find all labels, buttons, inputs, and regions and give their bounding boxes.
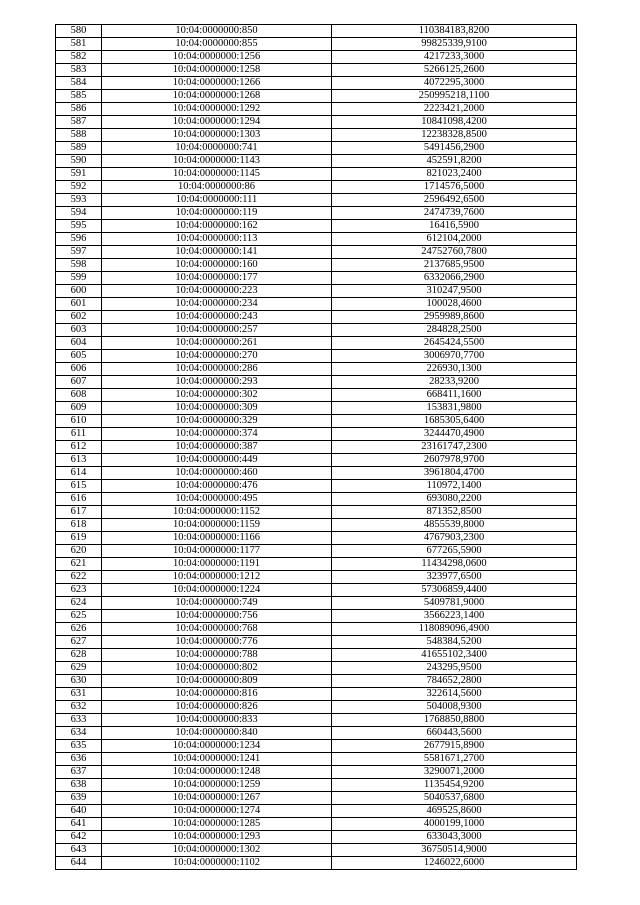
cadastral-number-cell: 10:04:0000000:826 — [102, 701, 332, 714]
row-number-cell: 634 — [56, 727, 102, 740]
row-number-cell: 618 — [56, 519, 102, 532]
table-row — [56, 64, 577, 77]
table-row — [56, 103, 577, 116]
cadastral-number-cell: 10:04:0000000:476 — [102, 480, 332, 493]
cadastral-number-cell: 10:04:0000000:329 — [102, 415, 332, 428]
table-row — [56, 311, 577, 324]
table-row — [56, 662, 577, 675]
value-cell: 23161747,2300 — [332, 441, 577, 454]
cadastral-value-table — [55, 24, 577, 870]
value-cell: 452591,8200 — [332, 155, 577, 168]
value-cell: 660443,5600 — [332, 727, 577, 740]
cadastral-number-cell: 10:04:0000000:1145 — [102, 168, 332, 181]
row-number-cell: 627 — [56, 636, 102, 649]
row-number-cell: 587 — [56, 116, 102, 129]
row-number-cell: 592 — [56, 181, 102, 194]
value-cell: 2596492,6500 — [332, 194, 577, 207]
cadastral-number-cell: 10:04:0000000:855 — [102, 38, 332, 51]
value-cell: 4855539,8000 — [332, 519, 577, 532]
row-number-cell: 629 — [56, 662, 102, 675]
row-number-cell: 590 — [56, 155, 102, 168]
cadastral-number-cell: 10:04:0000000:1143 — [102, 155, 332, 168]
row-number-cell: 598 — [56, 259, 102, 272]
value-cell: 1768850,8800 — [332, 714, 577, 727]
row-number-cell: 607 — [56, 376, 102, 389]
table-row — [56, 467, 577, 480]
table-row — [56, 272, 577, 285]
cadastral-number-cell: 10:04:0000000:449 — [102, 454, 332, 467]
cadastral-number-cell: 10:04:0000000:160 — [102, 259, 332, 272]
table-row — [56, 142, 577, 155]
cadastral-number-cell: 10:04:0000000:1267 — [102, 792, 332, 805]
cadastral-number-cell: 10:04:0000000:1248 — [102, 766, 332, 779]
row-number-cell: 606 — [56, 363, 102, 376]
value-cell: 110972,1400 — [332, 480, 577, 493]
cadastral-number-cell: 10:04:0000000:840 — [102, 727, 332, 740]
cadastral-number-cell: 10:04:0000000:1102 — [102, 857, 332, 870]
row-number-cell: 608 — [56, 389, 102, 402]
cadastral-number-cell: 10:04:0000000:374 — [102, 428, 332, 441]
row-number-cell: 613 — [56, 454, 102, 467]
cadastral-number-cell: 10:04:0000000:1302 — [102, 844, 332, 857]
value-cell: 4767903,2300 — [332, 532, 577, 545]
row-number-cell: 630 — [56, 675, 102, 688]
table-row — [56, 389, 577, 402]
cadastral-number-cell: 10:04:0000000:816 — [102, 688, 332, 701]
value-cell: 1246022,6000 — [332, 857, 577, 870]
row-number-cell: 614 — [56, 467, 102, 480]
value-cell: 5266125,2600 — [332, 64, 577, 77]
table-row — [56, 623, 577, 636]
row-number-cell: 626 — [56, 623, 102, 636]
cadastral-number-cell: 10:04:0000000:1212 — [102, 571, 332, 584]
table-row — [56, 220, 577, 233]
value-cell: 100028,4600 — [332, 298, 577, 311]
row-number-cell: 609 — [56, 402, 102, 415]
table-row — [56, 610, 577, 623]
value-cell: 4072295,3000 — [332, 77, 577, 90]
table-row — [56, 129, 577, 142]
table-row — [56, 324, 577, 337]
row-number-cell: 604 — [56, 337, 102, 350]
table-row — [56, 571, 577, 584]
cadastral-number-cell: 10:04:0000000:1234 — [102, 740, 332, 753]
value-cell: 2645424,5500 — [332, 337, 577, 350]
cadastral-number-cell: 10:04:0000000:1166 — [102, 532, 332, 545]
value-cell: 3244470,4900 — [332, 428, 577, 441]
row-number-cell: 589 — [56, 142, 102, 155]
row-number-cell: 581 — [56, 38, 102, 51]
table-row — [56, 38, 577, 51]
table-row — [56, 259, 577, 272]
row-number-cell: 644 — [56, 857, 102, 870]
table-row — [56, 493, 577, 506]
value-cell: 10841098,4200 — [332, 116, 577, 129]
table-row — [56, 233, 577, 246]
table-row — [56, 51, 577, 64]
table-row — [56, 688, 577, 701]
table-row — [56, 207, 577, 220]
value-cell: 284828,2500 — [332, 324, 577, 337]
table-row — [56, 155, 577, 168]
value-cell: 2474739,7600 — [332, 207, 577, 220]
cadastral-number-cell: 10:04:0000000:257 — [102, 324, 332, 337]
row-number-cell: 588 — [56, 129, 102, 142]
row-number-cell: 620 — [56, 545, 102, 558]
row-number-cell: 633 — [56, 714, 102, 727]
row-number-cell: 600 — [56, 285, 102, 298]
value-cell: 821023,2400 — [332, 168, 577, 181]
table-row — [56, 649, 577, 662]
row-number-cell: 625 — [56, 610, 102, 623]
cadastral-number-cell: 10:04:0000000:1177 — [102, 545, 332, 558]
row-number-cell: 605 — [56, 350, 102, 363]
table-row — [56, 701, 577, 714]
row-number-cell: 612 — [56, 441, 102, 454]
cadastral-number-cell: 10:04:0000000:1303 — [102, 129, 332, 142]
table-row — [56, 506, 577, 519]
value-cell: 1685305,6400 — [332, 415, 577, 428]
value-cell: 153831,9800 — [332, 402, 577, 415]
value-cell: 57306859,4400 — [332, 584, 577, 597]
value-cell: 110384183,8200 — [332, 25, 577, 38]
cadastral-number-cell: 10:04:0000000:177 — [102, 272, 332, 285]
table-row — [56, 805, 577, 818]
cadastral-number-cell: 10:04:0000000:286 — [102, 363, 332, 376]
cadastral-number-cell: 10:04:0000000:1266 — [102, 77, 332, 90]
cadastral-number-cell: 10:04:0000000:776 — [102, 636, 332, 649]
table-row — [56, 740, 577, 753]
row-number-cell: 615 — [56, 480, 102, 493]
value-cell: 1135454,9200 — [332, 779, 577, 792]
value-cell: 504008,9300 — [332, 701, 577, 714]
cadastral-number-cell: 10:04:0000000:741 — [102, 142, 332, 155]
row-number-cell: 631 — [56, 688, 102, 701]
row-number-cell: 639 — [56, 792, 102, 805]
table-row — [56, 116, 577, 129]
value-cell: 2607978,9700 — [332, 454, 577, 467]
row-number-cell: 593 — [56, 194, 102, 207]
value-cell: 5040537,6800 — [332, 792, 577, 805]
value-cell: 668411,1600 — [332, 389, 577, 402]
table-row — [56, 831, 577, 844]
cadastral-number-cell: 10:04:0000000:1224 — [102, 584, 332, 597]
value-cell: 226930,1300 — [332, 363, 577, 376]
table-row — [56, 714, 577, 727]
row-number-cell: 595 — [56, 220, 102, 233]
value-cell: 41655102,3400 — [332, 649, 577, 662]
table-row — [56, 402, 577, 415]
value-cell: 2677915,8900 — [332, 740, 577, 753]
row-number-cell: 585 — [56, 90, 102, 103]
cadastral-number-cell: 10:04:0000000:768 — [102, 623, 332, 636]
cadastral-number-cell: 10:04:0000000:234 — [102, 298, 332, 311]
row-number-cell: 636 — [56, 753, 102, 766]
cadastral-number-cell: 10:04:0000000:261 — [102, 337, 332, 350]
cadastral-number-cell: 10:04:0000000:223 — [102, 285, 332, 298]
cadastral-number-cell: 10:04:0000000:756 — [102, 610, 332, 623]
cadastral-number-cell: 10:04:0000000:1274 — [102, 805, 332, 818]
row-number-cell: 602 — [56, 311, 102, 324]
cadastral-number-cell: 10:04:0000000:1293 — [102, 831, 332, 844]
table-row — [56, 818, 577, 831]
table-row — [56, 428, 577, 441]
value-cell: 3566223,1400 — [332, 610, 577, 623]
cadastral-number-cell: 10:04:0000000:293 — [102, 376, 332, 389]
table-row — [56, 675, 577, 688]
row-number-cell: 623 — [56, 584, 102, 597]
cadastral-number-cell: 10:04:0000000:1258 — [102, 64, 332, 77]
row-number-cell: 591 — [56, 168, 102, 181]
cadastral-number-cell: 10:04:0000000:141 — [102, 246, 332, 259]
value-cell: 243295,9500 — [332, 662, 577, 675]
row-number-cell: 641 — [56, 818, 102, 831]
value-cell: 5581671,2700 — [332, 753, 577, 766]
table-row — [56, 77, 577, 90]
table-row — [56, 779, 577, 792]
row-number-cell: 621 — [56, 558, 102, 571]
value-cell: 4217233,3000 — [332, 51, 577, 64]
table-row — [56, 376, 577, 389]
row-number-cell: 622 — [56, 571, 102, 584]
cadastral-number-cell: 10:04:0000000:302 — [102, 389, 332, 402]
value-cell: 5409781,9000 — [332, 597, 577, 610]
row-number-cell: 632 — [56, 701, 102, 714]
value-cell: 24752760,7800 — [332, 246, 577, 259]
cadastral-number-cell: 10:04:0000000:387 — [102, 441, 332, 454]
cadastral-number-cell: 10:04:0000000:270 — [102, 350, 332, 363]
row-number-cell: 611 — [56, 428, 102, 441]
cadastral-number-cell: 10:04:0000000:1241 — [102, 753, 332, 766]
row-number-cell: 582 — [56, 51, 102, 64]
table-row — [56, 441, 577, 454]
row-number-cell: 601 — [56, 298, 102, 311]
cadastral-number-cell: 10:04:0000000:809 — [102, 675, 332, 688]
value-cell: 322614,5600 — [332, 688, 577, 701]
cadastral-number-cell: 10:04:0000000:495 — [102, 493, 332, 506]
table-row — [56, 337, 577, 350]
table-row — [56, 792, 577, 805]
row-number-cell: 635 — [56, 740, 102, 753]
cadastral-number-cell: 10:04:0000000:749 — [102, 597, 332, 610]
value-cell: 469525,8600 — [332, 805, 577, 818]
table-row — [56, 636, 577, 649]
value-cell: 3961804,4700 — [332, 467, 577, 480]
value-cell: 871352,8500 — [332, 506, 577, 519]
cadastral-number-cell: 10:04:0000000:1159 — [102, 519, 332, 532]
table-row — [56, 90, 577, 103]
row-number-cell: 643 — [56, 844, 102, 857]
value-cell: 4000199,1000 — [332, 818, 577, 831]
row-number-cell: 597 — [56, 246, 102, 259]
table-row — [56, 727, 577, 740]
cadastral-number-cell: 10:04:0000000:850 — [102, 25, 332, 38]
cadastral-number-cell: 10:04:0000000:243 — [102, 311, 332, 324]
table-row — [56, 753, 577, 766]
cadastral-number-cell: 10:04:0000000:1256 — [102, 51, 332, 64]
table-row — [56, 415, 577, 428]
row-number-cell: 619 — [56, 532, 102, 545]
cadastral-number-cell: 10:04:0000000:1292 — [102, 103, 332, 116]
value-cell: 16416,5900 — [332, 220, 577, 233]
value-cell: 250995218,1100 — [332, 90, 577, 103]
value-cell: 36750514,9000 — [332, 844, 577, 857]
table-row — [56, 194, 577, 207]
table-row — [56, 363, 577, 376]
value-cell: 2223421,2000 — [332, 103, 577, 116]
value-cell: 2137685,9500 — [332, 259, 577, 272]
value-cell: 548384,5200 — [332, 636, 577, 649]
row-number-cell: 584 — [56, 77, 102, 90]
value-cell: 12238328,8500 — [332, 129, 577, 142]
value-cell: 677265,5900 — [332, 545, 577, 558]
row-number-cell: 580 — [56, 25, 102, 38]
value-cell: 11434298,0600 — [332, 558, 577, 571]
value-cell: 6332066,2900 — [332, 272, 577, 285]
cadastral-number-cell: 10:04:0000000:86 — [102, 181, 332, 194]
table-row — [56, 584, 577, 597]
row-number-cell: 640 — [56, 805, 102, 818]
value-cell: 28233,9200 — [332, 376, 577, 389]
value-cell: 633043,3000 — [332, 831, 577, 844]
cadastral-number-cell: 10:04:0000000:788 — [102, 649, 332, 662]
value-cell: 784652,2800 — [332, 675, 577, 688]
table-row — [56, 480, 577, 493]
table-row — [56, 350, 577, 363]
row-number-cell: 628 — [56, 649, 102, 662]
value-cell: 5491456,2900 — [332, 142, 577, 155]
row-number-cell: 594 — [56, 207, 102, 220]
row-number-cell: 617 — [56, 506, 102, 519]
table-row — [56, 558, 577, 571]
table-row — [56, 857, 577, 870]
row-number-cell: 610 — [56, 415, 102, 428]
table-body — [56, 25, 577, 870]
cadastral-number-cell: 10:04:0000000:460 — [102, 467, 332, 480]
cadastral-number-cell: 10:04:0000000:1294 — [102, 116, 332, 129]
row-number-cell: 596 — [56, 233, 102, 246]
cadastral-number-cell: 10:04:0000000:309 — [102, 402, 332, 415]
row-number-cell: 642 — [56, 831, 102, 844]
value-cell: 3290071,2000 — [332, 766, 577, 779]
table-row — [56, 519, 577, 532]
table-row — [56, 246, 577, 259]
row-number-cell: 616 — [56, 493, 102, 506]
value-cell: 118089096,4900 — [332, 623, 577, 636]
cadastral-number-cell: 10:04:0000000:111 — [102, 194, 332, 207]
cadastral-number-cell: 10:04:0000000:833 — [102, 714, 332, 727]
cadastral-number-cell: 10:04:0000000:802 — [102, 662, 332, 675]
table-row — [56, 597, 577, 610]
value-cell: 310247,9500 — [332, 285, 577, 298]
row-number-cell: 599 — [56, 272, 102, 285]
table-row — [56, 285, 577, 298]
row-number-cell: 586 — [56, 103, 102, 116]
table-row — [56, 844, 577, 857]
value-cell: 2959989,8600 — [332, 311, 577, 324]
row-number-cell: 637 — [56, 766, 102, 779]
row-number-cell: 638 — [56, 779, 102, 792]
row-number-cell: 603 — [56, 324, 102, 337]
table-row — [56, 532, 577, 545]
table-row — [56, 766, 577, 779]
value-cell: 99825339,9100 — [332, 38, 577, 51]
cadastral-number-cell: 10:04:0000000:119 — [102, 207, 332, 220]
row-number-cell: 624 — [56, 597, 102, 610]
cadastral-number-cell: 10:04:0000000:1285 — [102, 818, 332, 831]
cadastral-number-cell: 10:04:0000000:1152 — [102, 506, 332, 519]
table-row — [56, 298, 577, 311]
table-row — [56, 181, 577, 194]
table-row — [56, 25, 577, 38]
table-row — [56, 545, 577, 558]
value-cell: 323977,6500 — [332, 571, 577, 584]
table-row — [56, 168, 577, 181]
value-cell: 1714576,5000 — [332, 181, 577, 194]
cadastral-number-cell: 10:04:0000000:1259 — [102, 779, 332, 792]
value-cell: 612104,2000 — [332, 233, 577, 246]
cadastral-number-cell: 10:04:0000000:113 — [102, 233, 332, 246]
table-row — [56, 454, 577, 467]
cadastral-number-cell: 10:04:0000000:1191 — [102, 558, 332, 571]
value-cell: 3006970,7700 — [332, 350, 577, 363]
cadastral-number-cell: 10:04:0000000:162 — [102, 220, 332, 233]
value-cell: 693080,2200 — [332, 493, 577, 506]
row-number-cell: 583 — [56, 64, 102, 77]
cadastral-number-cell: 10:04:0000000:1268 — [102, 90, 332, 103]
